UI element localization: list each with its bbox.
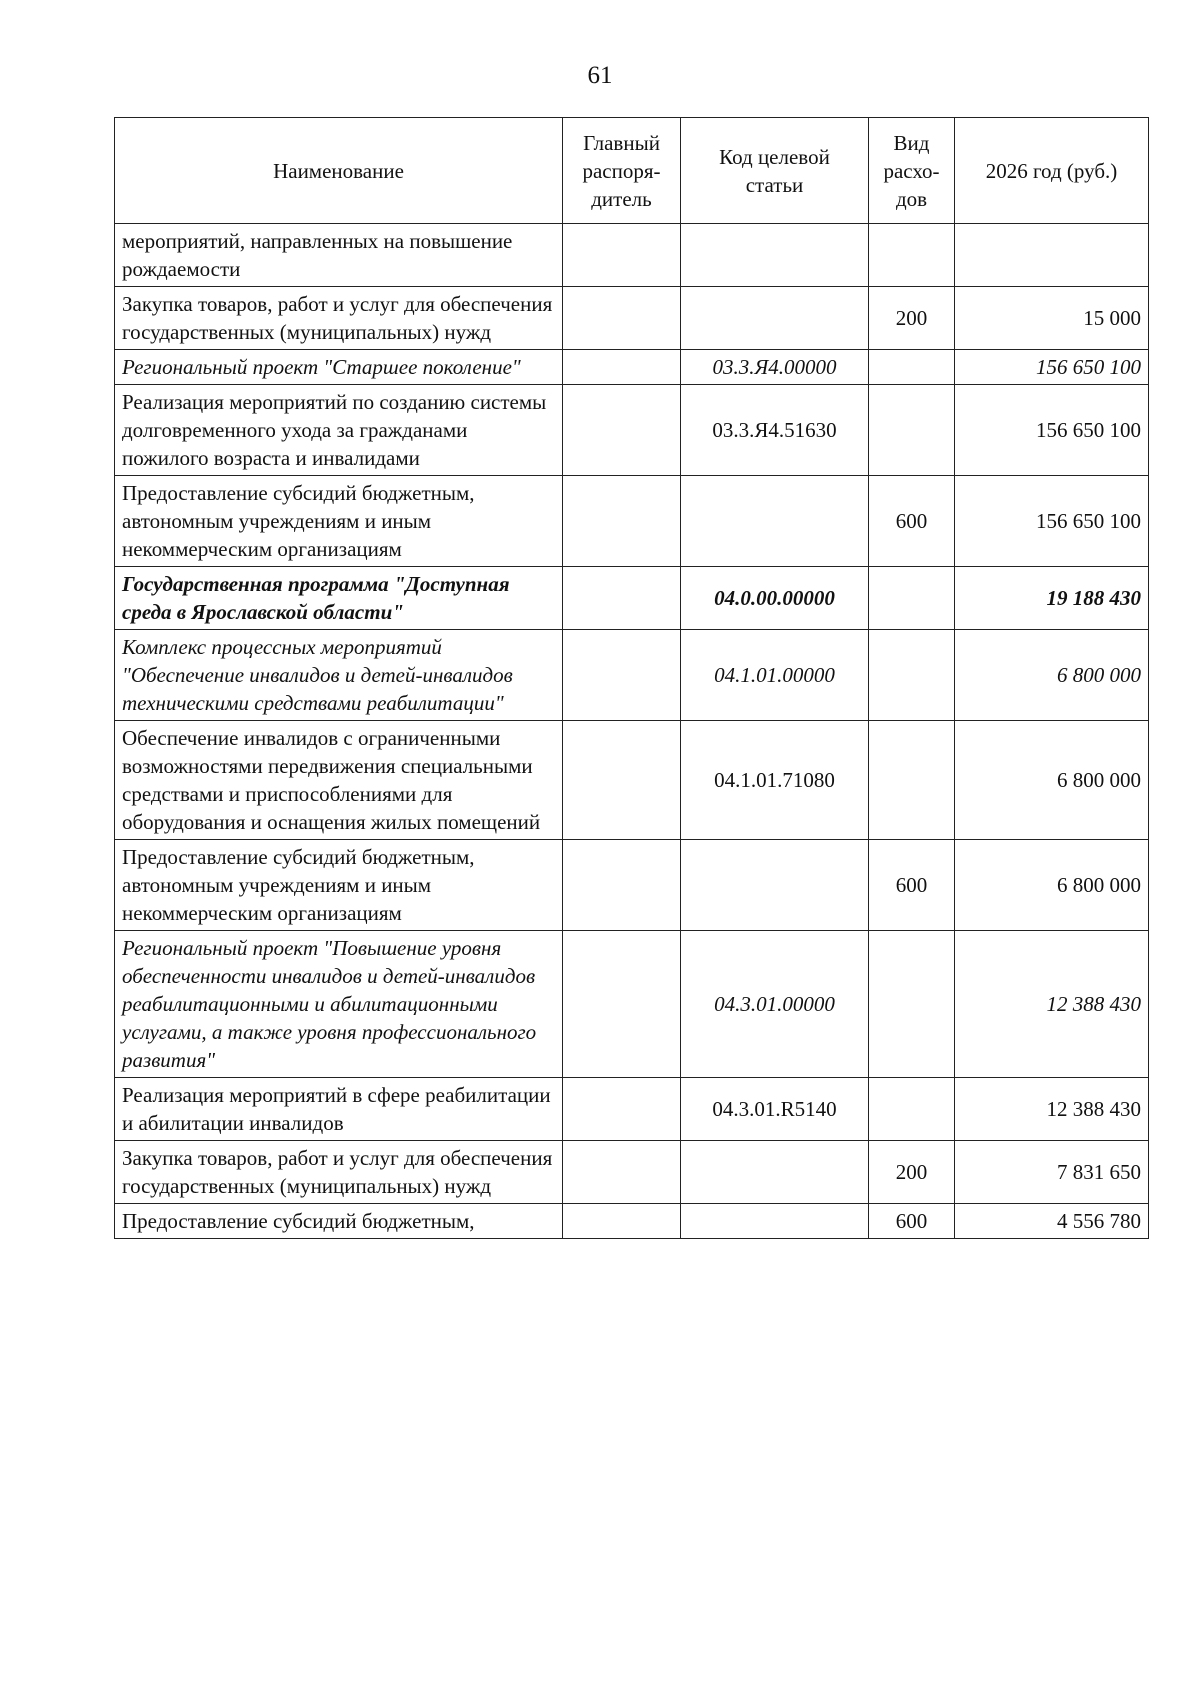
cell-amount: 6 800 000: [955, 840, 1149, 931]
cell-expense-type: [869, 567, 955, 630]
cell-name: Предоставление субсидий бюджетным, автономным учреждениям и иным некоммерческим организациям: [115, 476, 563, 567]
cell-amount: 6 800 000: [955, 630, 1149, 721]
cell-main-manager: [563, 476, 681, 567]
cell-amount: 12 388 430: [955, 1078, 1149, 1141]
cell-name: Государственная программа "Доступная среда в Ярославской области": [115, 567, 563, 630]
table-row: [115, 630, 1149, 721]
header-year: 2026 год (руб.): [955, 118, 1149, 224]
cell-expense-type: [869, 1078, 955, 1141]
cell-amount: 156 650 100: [955, 350, 1149, 385]
cell-target-code: 04.3.01.R5140: [681, 1078, 869, 1141]
cell-amount: 4 556 780: [955, 1204, 1149, 1239]
cell-main-manager: [563, 350, 681, 385]
cell-amount: 156 650 100: [955, 476, 1149, 567]
cell-main-manager: [563, 1141, 681, 1204]
cell-expense-type: 600: [869, 840, 955, 931]
cell-amount: [955, 224, 1149, 287]
table-row: [115, 350, 1149, 385]
table-row: [115, 287, 1149, 350]
table-row: [115, 1078, 1149, 1141]
cell-main-manager: [563, 567, 681, 630]
cell-main-manager: [563, 721, 681, 840]
table-row: [115, 385, 1149, 476]
cell-expense-type: 600: [869, 1204, 955, 1239]
cell-name: Региональный проект "Повышение уровня обеспеченности инвалидов и детей-инвалидов реабилитационными и абилитационными услугами, а также уровня профессионального развития": [115, 931, 563, 1078]
cell-name: Предоставление субсидий бюджетным,: [115, 1204, 563, 1239]
cell-main-manager: [563, 840, 681, 931]
cell-expense-type: [869, 385, 955, 476]
cell-expense-type: 200: [869, 1141, 955, 1204]
table-row: [115, 476, 1149, 567]
cell-expense-type: [869, 931, 955, 1078]
cell-expense-type: 200: [869, 287, 955, 350]
cell-expense-type: 600: [869, 476, 955, 567]
cell-expense-type: [869, 630, 955, 721]
cell-target-code: 04.3.01.00000: [681, 931, 869, 1078]
cell-target-code: [681, 1204, 869, 1239]
cell-target-code: 04.0.00.00000: [681, 567, 869, 630]
table-row: [115, 840, 1149, 931]
page-number: 61: [587, 62, 613, 89]
header-target-code: Код целевой статьи: [681, 118, 869, 224]
table-row: [115, 931, 1149, 1078]
table-row: [115, 1204, 1149, 1239]
cell-main-manager: [563, 931, 681, 1078]
header-expense-type: Вид расхо-дов: [869, 118, 955, 224]
cell-target-code: [681, 224, 869, 287]
cell-name: Комплекс процессных мероприятий "Обеспечение инвалидов и детей-инвалидов техническими средствами реабилитации": [115, 630, 563, 721]
cell-expense-type: [869, 224, 955, 287]
header-main-manager: Главный распоря-дитель: [563, 118, 681, 224]
cell-name: мероприятий, направленных на повышение рождаемости: [115, 224, 563, 287]
cell-target-code: [681, 476, 869, 567]
cell-name: Реализация мероприятий по созданию системы долговременного ухода за гражданами пожилого возраста и инвалидами: [115, 385, 563, 476]
cell-main-manager: [563, 224, 681, 287]
table-body: [115, 224, 1149, 1239]
header-name: Наименование: [115, 118, 563, 224]
cell-target-code: 03.3.Я4.00000: [681, 350, 869, 385]
cell-target-code: 04.1.01.00000: [681, 630, 869, 721]
cell-main-manager: [563, 1204, 681, 1239]
cell-target-code: [681, 287, 869, 350]
cell-amount: 15 000: [955, 287, 1149, 350]
cell-expense-type: [869, 721, 955, 840]
cell-name: Региональный проект "Старшее поколение": [115, 350, 563, 385]
cell-main-manager: [563, 287, 681, 350]
cell-main-manager: [563, 385, 681, 476]
cell-name: Предоставление субсидий бюджетным, автономным учреждениям и иным некоммерческим организациям: [115, 840, 563, 931]
cell-target-code: 03.3.Я4.51630: [681, 385, 869, 476]
cell-amount: 156 650 100: [955, 385, 1149, 476]
table-row: [115, 721, 1149, 840]
table-header-row: [115, 118, 1149, 224]
cell-amount: 7 831 650: [955, 1141, 1149, 1204]
cell-main-manager: [563, 1078, 681, 1141]
cell-target-code: [681, 1141, 869, 1204]
cell-target-code: 04.1.01.71080: [681, 721, 869, 840]
budget-table: [114, 117, 1149, 1239]
cell-name: Реализация мероприятий в сфере реабилитации и абилитации инвалидов: [115, 1078, 563, 1141]
cell-expense-type: [869, 350, 955, 385]
cell-amount: 12 388 430: [955, 931, 1149, 1078]
cell-name: Закупка товаров, работ и услуг для обеспечения государственных (муниципальных) нужд: [115, 1141, 563, 1204]
cell-name: Обеспечение инвалидов с ограниченными возможностями передвижения специальными средствами и приспособлениями для оборудования и оснащения жилых помещений: [115, 721, 563, 840]
cell-name: Закупка товаров, работ и услуг для обеспечения государственных (муниципальных) нужд: [115, 287, 563, 350]
cell-main-manager: [563, 630, 681, 721]
table-row: [115, 224, 1149, 287]
table-row: [115, 1141, 1149, 1204]
cell-amount: 6 800 000: [955, 721, 1149, 840]
cell-target-code: [681, 840, 869, 931]
table-row: [115, 567, 1149, 630]
cell-amount: 19 188 430: [955, 567, 1149, 630]
